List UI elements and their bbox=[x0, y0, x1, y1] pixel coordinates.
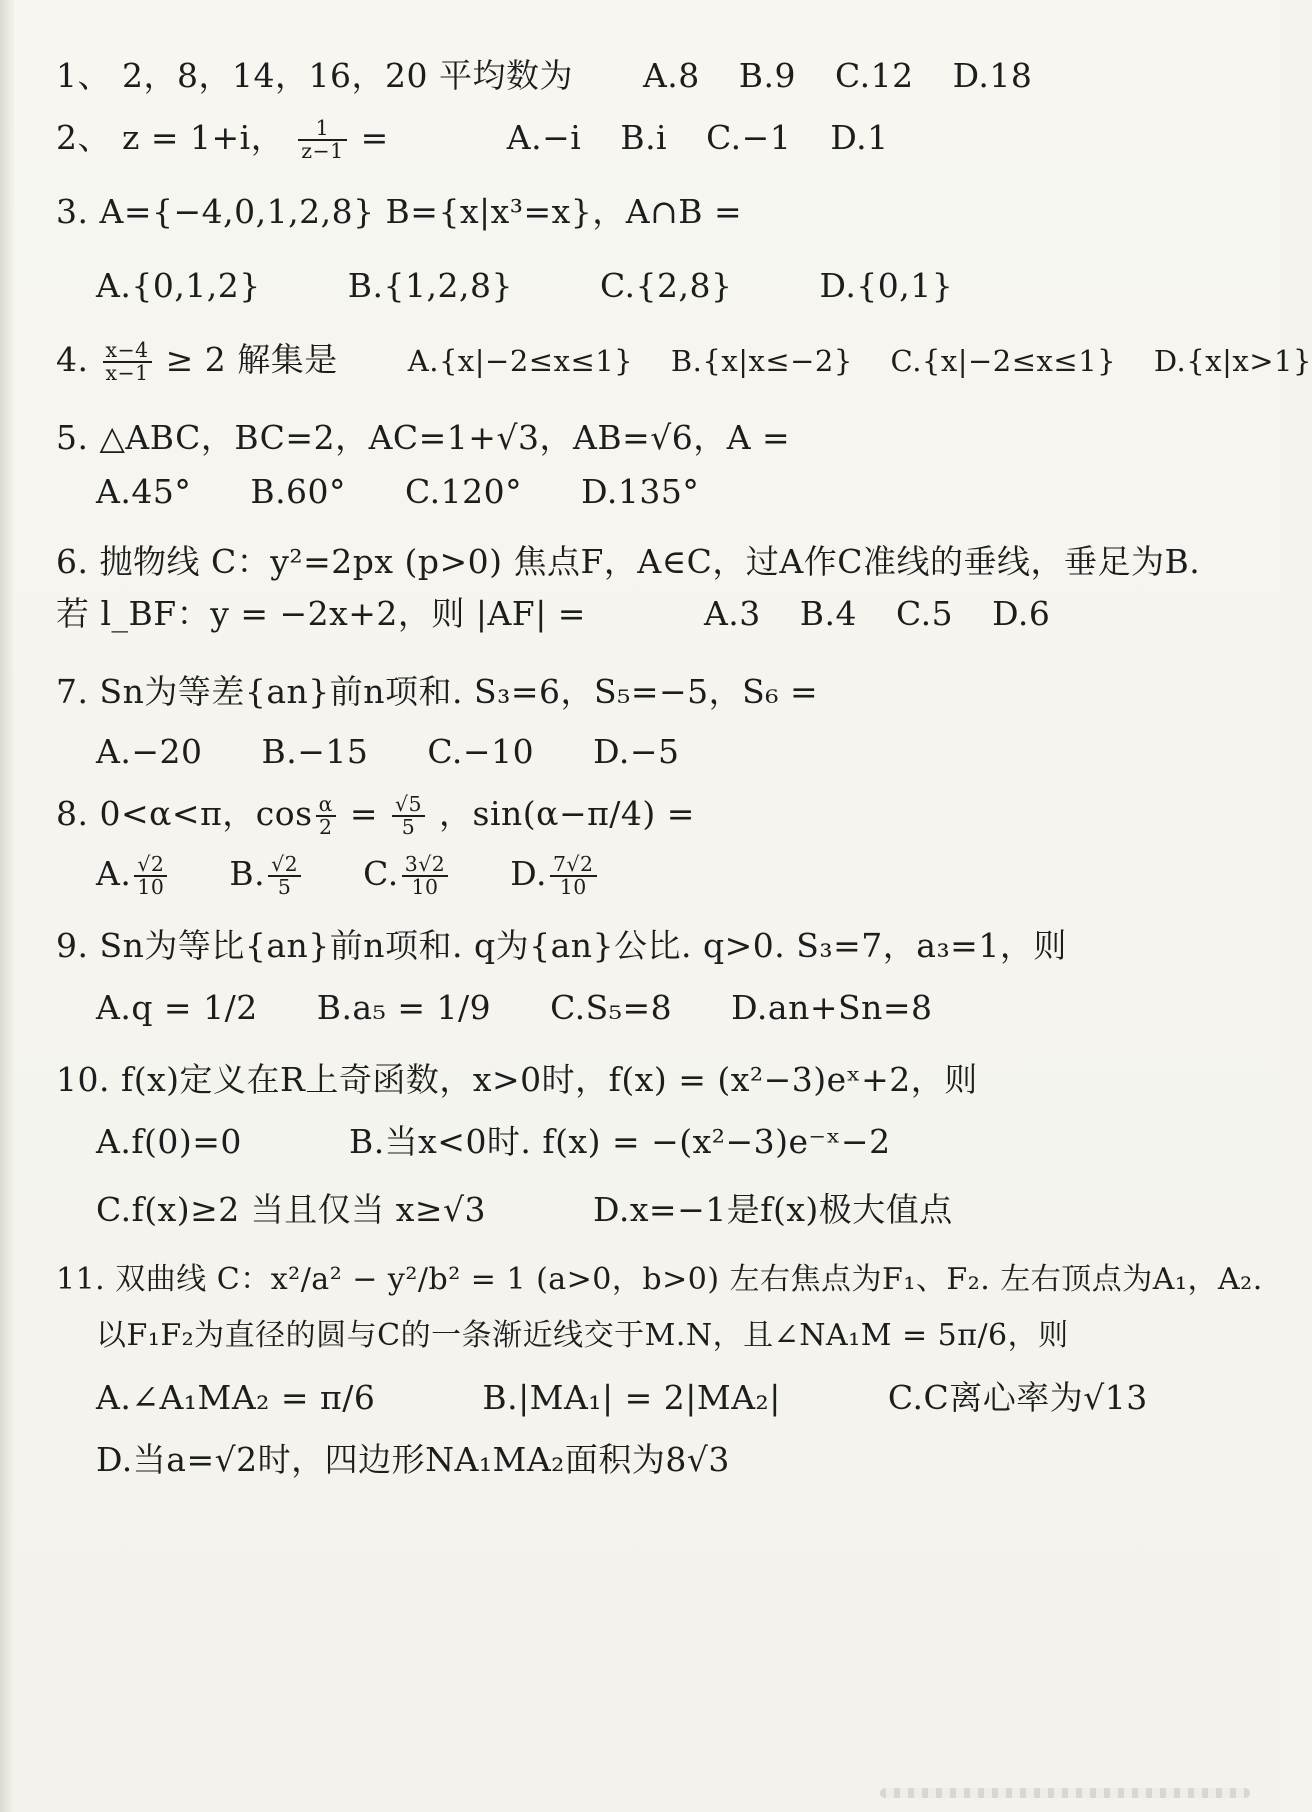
q3-option-a: A.{0,1,2} bbox=[96, 266, 261, 305]
page-edge-shadow bbox=[0, 0, 14, 1812]
q2-option-a: A.−i bbox=[506, 118, 582, 157]
q1-option-b: B.9 bbox=[738, 56, 797, 95]
question-1: 1、 2，8，14，16，20 平均数为 A.8 B.9 C.12 D.18 bbox=[56, 56, 1033, 95]
q11-option-a: A.∠A₁MA₂ = π/6 bbox=[96, 1378, 376, 1417]
question-8: 8. 0<α<π，cos $\frac{\alpha}{2}$ = $\frac{√5}{5}$ ，sin(α−π/4) = bbox=[56, 791, 695, 839]
question-11-line2: 以F₁F₂为直径的圆与C的一条渐近线交于M.N，且∠NA₁M = 5π/6，则 bbox=[96, 1318, 1069, 1353]
q7-option-c: C.−10 bbox=[427, 732, 535, 771]
q3-option-c: C.{2,8} bbox=[599, 266, 733, 305]
q11-option-c: C.C离心率为√13 bbox=[887, 1378, 1148, 1417]
question-9: 9. Sn为等比{an}前n项和. q为{an}公比. q>0. S₃=7，a₃=1，则 bbox=[56, 926, 1067, 965]
q6-option-c: C.5 bbox=[896, 594, 954, 633]
q10-option-b: B.当x<0时. f(x) = −(x²−3)e⁻ˣ−2 bbox=[348, 1122, 891, 1161]
horizontal-scrollbar[interactable] bbox=[880, 1788, 1250, 1798]
q8-frac-root5: $\frac{√5}{5}$ bbox=[392, 794, 425, 839]
question-11-option-d bbox=[96, 1436, 1240, 1484]
q9-option-d: D.an+Sn=8 bbox=[731, 988, 933, 1027]
q5-option-b: B.60° bbox=[250, 472, 347, 511]
q3-option-d: D.{0,1} bbox=[819, 266, 954, 305]
q10-option-d: D.x=−1是f(x)极大值点 bbox=[593, 1190, 953, 1229]
q6-option-a: A.3 bbox=[703, 594, 761, 633]
q9-option-c: C.S₅=8 bbox=[550, 988, 673, 1027]
q7-option-b: B.−15 bbox=[261, 732, 369, 771]
q2-option-c: C.−1 bbox=[706, 118, 792, 157]
question-8-options bbox=[96, 850, 1240, 898]
q6-option-d: D.6 bbox=[992, 594, 1051, 633]
q10-option-c: C.f(x)≥2 当且仅当 x≥√3 bbox=[96, 1190, 487, 1229]
question-7: 7. Sn为等差{an}前n项和. S₃=6，S₅=−5，S₆ = bbox=[56, 672, 819, 711]
q2-option-b: B.i bbox=[620, 118, 668, 157]
question-5-options bbox=[96, 468, 1240, 516]
q5-option-a: A.45° bbox=[96, 472, 192, 511]
q6-option-b: B.4 bbox=[799, 594, 858, 633]
question-6-line2: 若 l_BF：y = −2x+2，则 |AF| = A.3 B.4 C.5 D.6 bbox=[56, 594, 1051, 633]
q8-option-b: B. $\frac{√2}{5}$ bbox=[229, 854, 304, 893]
q4-fraction: $\frac{x-4}{x-1}$ bbox=[103, 340, 152, 385]
q4-option-d: D.{x|x>1} bbox=[1153, 344, 1312, 378]
question-10-options-ab bbox=[96, 1118, 1240, 1166]
q2-option-d: D.1 bbox=[830, 118, 889, 157]
question-4: 4. $\frac{x-4}{x-1}$ ≥ 2 解集是 A.{x|−2≤x≤1} B.{x|x≤−2} C.{x|−2≤x≤1} D.{x|x>1} bbox=[56, 337, 1312, 385]
q1-option-c: C.12 bbox=[835, 56, 914, 95]
question-2: 2、 z = 1+i， $\frac{1}{z-1}$ = A.−i B.i C.−1 D.1 bbox=[56, 115, 889, 163]
q4-option-a: A.{x|−2≤x≤1} bbox=[407, 344, 634, 378]
q8-option-d: D. $\frac{7√2}{10}$ bbox=[510, 854, 599, 893]
question-7-options bbox=[96, 728, 1240, 776]
q8-frac-alpha: $\frac{\alpha}{2}$ bbox=[316, 794, 336, 839]
question-9-options bbox=[96, 984, 1240, 1032]
q3-option-b: B.{1,2,8} bbox=[347, 266, 513, 305]
q11-option-b: B.|MA₁| = 2|MA₂| bbox=[482, 1378, 781, 1417]
question-6: 6. 抛物线 C：y²=2px (p>0) 焦点F，A∈C，过A作C准线的垂线，垂足为B. bbox=[56, 542, 1201, 581]
q1-option-a: A.8 bbox=[642, 56, 700, 95]
question-11-options-abc bbox=[96, 1374, 1240, 1422]
question-11: 11. 双曲线 C：x²/a² − y²/b² = 1 (a>0，b>0) 左右焦点为F₁、F₂. 左右顶点为A₁，A₂. bbox=[56, 1262, 1263, 1297]
question-3-options bbox=[96, 262, 1240, 310]
question-10-options-cd bbox=[96, 1186, 1240, 1234]
q8-option-a: A. $\frac{√2}{10}$ bbox=[96, 854, 170, 893]
question-10: 10. f(x)定义在R上奇函数，x>0时，f(x) = (x²−3)eˣ+2，则 bbox=[56, 1060, 978, 1099]
question-5: 5. △ABC，BC=2，AC=1+√3，AB=√6，A = bbox=[56, 418, 791, 457]
q7-option-d: D.−5 bbox=[593, 732, 680, 771]
q9-option-b: B.a₅ = 1/9 bbox=[316, 988, 492, 1027]
question-3: 3. A={−4,0,1,2,8} B={x|x³=x}，A∩B = bbox=[56, 192, 743, 231]
q8-option-c: C. $\frac{3√2}{10}$ bbox=[363, 854, 451, 893]
q4-option-c: C.{x|−2≤x≤1} bbox=[890, 344, 1117, 378]
q5-option-c: C.120° bbox=[405, 472, 523, 511]
q2-fraction: $\frac{1}{z-1}$ bbox=[298, 118, 346, 163]
q11-option-d: D.当a=√2时，四边形NA₁MA₂面积为8√3 bbox=[96, 1440, 730, 1479]
q4-option-b: B.{x|x≤−2} bbox=[670, 344, 853, 378]
q7-option-a: A.−20 bbox=[96, 732, 203, 771]
q10-option-a: A.f(0)=0 bbox=[96, 1122, 242, 1161]
q5-option-d: D.135° bbox=[581, 472, 700, 511]
q9-option-a: A.q = 1/2 bbox=[96, 988, 258, 1027]
q1-option-d: D.18 bbox=[952, 56, 1033, 95]
